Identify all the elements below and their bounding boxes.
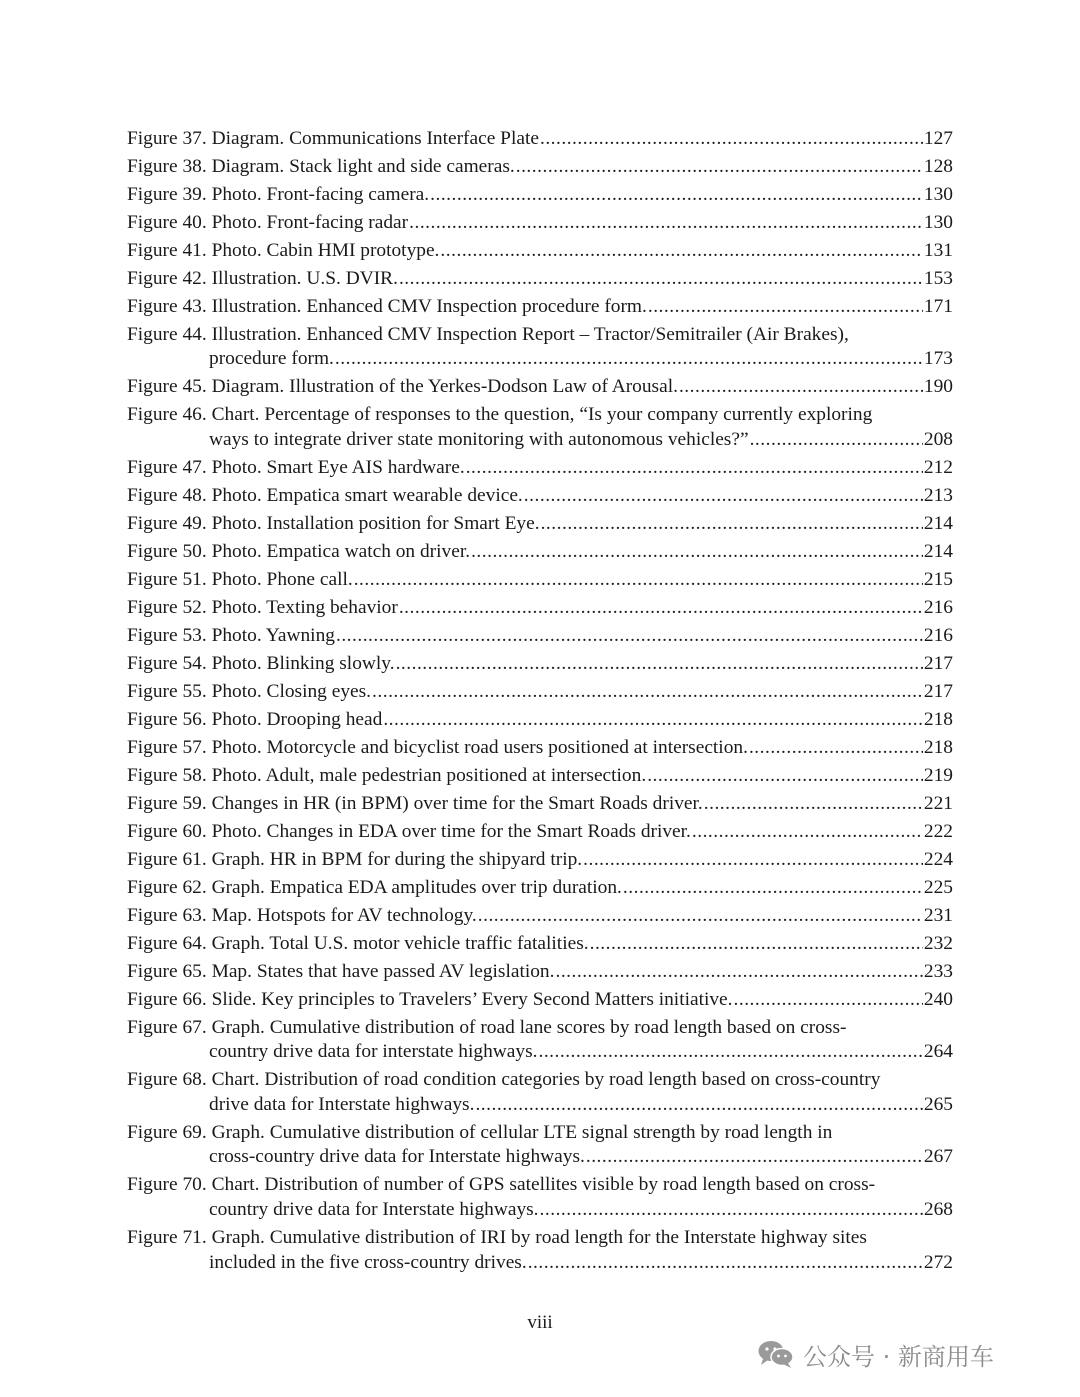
dot-leader: [430, 183, 923, 208]
entry-heading: [127, 764, 646, 789]
page-reference: 130: [923, 211, 953, 233]
entry-heading: [127, 568, 353, 593]
page-reference: 130: [923, 183, 953, 205]
dot-leader: [647, 764, 923, 789]
entry-line: [127, 239, 953, 264]
toc-entry[interactable]: [127, 239, 953, 264]
page-reference: 216: [923, 596, 953, 618]
dot-leader: [648, 295, 923, 320]
dot-leader: [749, 736, 923, 761]
figure-title: Photo. Installation position for Smart Eye.: [211, 513, 540, 534]
entry-heading: [127, 295, 647, 320]
figure-label: Figure 59.: [127, 792, 207, 814]
entry-line: [127, 680, 953, 705]
entry-continuation-line: [127, 1040, 953, 1065]
dot-leader: [466, 456, 923, 481]
entry-line: [127, 960, 953, 985]
entry-heading: [127, 375, 678, 400]
figure-label: Figure 67.: [127, 1016, 207, 1038]
entry-continuation-line: [127, 1251, 953, 1276]
figure-label: Figure 45.: [127, 376, 207, 398]
page-reference: 272: [923, 1251, 953, 1273]
toc-entry[interactable]: [127, 820, 953, 845]
toc-entry[interactable]: [127, 876, 953, 901]
page-reference: 173: [923, 348, 953, 370]
figure-title: Changes in HR (in BPM) over time for the Smart Roads driver.: [211, 792, 703, 814]
toc-entry[interactable]: [127, 680, 953, 705]
toc-entry[interactable]: [127, 456, 953, 481]
toc-entry[interactable]: [127, 1173, 953, 1222]
dot-leader: [354, 568, 923, 593]
figure-title: Photo. Adult, male pedestrian positioned at intersection.: [211, 764, 647, 786]
figure-label: Figure 63.: [127, 904, 207, 926]
page-reference: 214: [923, 513, 953, 534]
entry-line: [127, 456, 953, 481]
figure-label: Figure 52.: [127, 596, 207, 618]
toc-entry[interactable]: [127, 1121, 953, 1170]
page-reference: 217: [923, 652, 953, 674]
figure-label: Figure 58.: [127, 764, 207, 786]
figure-title: Photo. Changes in EDA over time for the Smart Roads driver.: [211, 820, 691, 842]
page-reference: 212: [923, 457, 953, 479]
toc-entry[interactable]: [127, 652, 953, 677]
page-reference: 153: [923, 267, 953, 289]
toc-entry[interactable]: [127, 1226, 953, 1275]
dot-leader: [679, 375, 923, 400]
entry-line: [127, 568, 953, 593]
dot-leader: [440, 239, 922, 264]
page-reference: 219: [923, 764, 953, 786]
figure-label: Figure 62.: [127, 876, 207, 898]
entry-line: [127, 211, 953, 236]
entry-heading: [127, 484, 523, 509]
figure-label: Figure 55.: [127, 680, 207, 702]
figure-title: Photo. Phone call.: [211, 568, 353, 590]
entry-heading: [127, 680, 371, 705]
entry-line: [127, 1226, 953, 1251]
figure-label: Figure 50.: [127, 540, 207, 562]
dot-leader: [409, 211, 923, 236]
figure-title: Photo. Front-facing camera.: [211, 183, 430, 205]
entry-heading: [127, 820, 691, 845]
figure-title: Graph. Total U.S. motor vehicle traffic fatalities.: [211, 932, 589, 954]
toc-entry[interactable]: [127, 375, 953, 400]
figure-label: Figure 57.: [127, 736, 207, 758]
entry-continuation-line: [127, 1198, 953, 1223]
entry-line: [127, 764, 953, 789]
toc-entry[interactable]: [127, 211, 953, 236]
entry-heading: [127, 876, 622, 901]
toc-entry[interactable]: [127, 848, 953, 873]
dot-leader: [538, 1040, 922, 1065]
figure-label: Figure 44.: [127, 323, 207, 345]
figure-title: Diagram. Stack light and side cameras.: [211, 155, 515, 177]
entry-heading: [127, 792, 703, 817]
figure-label: Figure 66.: [127, 988, 207, 1010]
dot-leader: [524, 484, 923, 509]
entry-heading: [127, 652, 395, 677]
dot-leader: [750, 428, 923, 453]
entry-line: [127, 540, 953, 565]
wechat-icon: [757, 1339, 795, 1369]
dot-leader: [583, 848, 923, 873]
dot-leader: [623, 876, 923, 901]
figure-label: Figure 42.: [127, 267, 207, 289]
figure-title: Chart. Distribution of road condition categories by road length based on cross-country: [211, 1069, 881, 1091]
entry-heading: [127, 512, 540, 537]
toc-entry[interactable]: [127, 596, 953, 621]
toc-entry[interactable]: [127, 155, 953, 180]
entry-line: [127, 155, 953, 180]
entry-line: [127, 1173, 953, 1198]
toc-entry[interactable]: [127, 792, 953, 817]
toc-entry[interactable]: [127, 932, 953, 957]
entry-line: [127, 624, 953, 649]
figure-title: Graph. Empatica EDA amplitudes over trip duration.: [211, 876, 622, 898]
figure-title: Graph. Cumulative distribution of cellular LTE signal strength by road length in: [211, 1121, 833, 1143]
figure-title-continuation: ways to integrate driver state monitoring with autonomous vehicles?”: [209, 429, 749, 451]
entry-heading: [127, 904, 477, 929]
figure-label: Figure 39.: [127, 183, 207, 205]
page-reference: 265: [923, 1093, 953, 1115]
toc-entry[interactable]: [127, 484, 953, 509]
entry-line: [127, 1016, 953, 1041]
dot-leader: [372, 680, 923, 705]
figure-title: Map. Hotspots for AV technology.: [211, 904, 477, 926]
page-reference: 131: [923, 239, 953, 261]
watermark: [757, 1336, 994, 1372]
entry-heading: [127, 848, 582, 873]
figure-label: Figure 37.: [127, 128, 207, 149]
figure-label: Figure 71.: [127, 1227, 207, 1249]
page-reference: 127: [923, 128, 953, 149]
figure-label: Figure 61.: [127, 848, 207, 870]
toc-entry[interactable]: [127, 988, 953, 1013]
figure-title: Graph. Cumulative distribution of IRI by road length for the Interstate highway sites: [211, 1227, 867, 1249]
entry-line: [127, 323, 953, 348]
toc-entry[interactable]: [127, 960, 953, 985]
page-reference: 218: [923, 708, 953, 730]
page-reference: 217: [923, 680, 953, 702]
dot-leader: [704, 792, 923, 817]
entry-line: [127, 652, 953, 677]
entry-line: [127, 295, 953, 320]
figure-label: Figure 70.: [127, 1174, 207, 1196]
watermark-text: 公众号 · 新商用车: [803, 1342, 994, 1371]
dot-leader: [396, 652, 923, 677]
entry-line: [127, 596, 953, 621]
figure-title: Slide. Key principles to Travelers’ Every Second Matters initiative.: [211, 988, 733, 1010]
toc-entry[interactable]: [127, 736, 953, 761]
figure-label: Figure 46.: [127, 404, 207, 426]
figure-title: Photo. Empatica smart wearable device.: [211, 485, 523, 507]
figure-title: Photo. Cabin HMI prototype.: [211, 239, 440, 261]
figure-title-continuation: procedure form.: [209, 348, 334, 370]
toc-entry[interactable]: [127, 403, 953, 452]
entry-line: [127, 904, 953, 929]
entry-line: [127, 375, 953, 400]
entry-continuation-line: [127, 428, 953, 453]
figure-label: Figure 43.: [127, 295, 207, 317]
figure-title: Illustration. Enhanced CMV Inspection procedure form.: [211, 295, 647, 317]
figure-label: Figure 38.: [127, 155, 207, 177]
figure-title: Diagram. Illustration of the Yerkes-Dodson Law of Arousal.: [211, 376, 678, 398]
page-reference: 208: [923, 429, 953, 451]
entry-line: [127, 1121, 953, 1146]
dot-leader: [471, 540, 923, 565]
entry-heading: [127, 456, 465, 481]
figure-title: Illustration. Enhanced CMV Inspection Report – Tractor/Semitrailer (Air Brakes),: [211, 323, 849, 345]
figure-title: Chart. Percentage of responses to the question, “Is your company currently exploring: [211, 404, 873, 426]
entry-line: [127, 127, 953, 152]
toc-entry[interactable]: [127, 764, 953, 789]
entry-heading: [127, 211, 408, 236]
page-reference: 268: [923, 1199, 953, 1221]
entry-heading: [127, 932, 589, 957]
entry-heading: [127, 596, 398, 621]
figure-label: Figure 49.: [127, 513, 207, 534]
entry-heading: [127, 155, 515, 180]
figure-label: Figure 54.: [127, 652, 207, 674]
page-reference: 267: [923, 1146, 953, 1168]
page-reference: 231: [923, 904, 953, 926]
page-reference: 215: [923, 568, 953, 590]
entry-heading: [127, 624, 335, 649]
page-reference: 240: [923, 988, 953, 1010]
dot-leader: [734, 988, 923, 1013]
figure-title: Photo. Drooping head: [211, 708, 383, 730]
entry-line: [127, 484, 953, 509]
toc-entry[interactable]: [127, 568, 953, 593]
figure-title-continuation: country drive data for Interstate highways.: [209, 1199, 539, 1221]
toc-entry[interactable]: [127, 295, 953, 320]
figure-label: Figure 51.: [127, 568, 207, 590]
toc-entry[interactable]: [127, 512, 953, 537]
dot-leader: [475, 1093, 922, 1118]
toc-entry[interactable]: [127, 1068, 953, 1117]
dot-leader: [692, 820, 923, 845]
figure-title: Photo. Smart Eye AIS hardware.: [211, 457, 465, 479]
figure-label: Figure 56.: [127, 708, 207, 730]
entry-line: [127, 403, 953, 428]
dot-leader: [555, 960, 922, 985]
toc-entry[interactable]: [127, 708, 953, 733]
entry-line: [127, 988, 953, 1013]
dot-leader: [383, 708, 923, 733]
entry-line: [127, 512, 953, 537]
page-reference: 190: [923, 376, 953, 398]
page-reference: 224: [923, 848, 953, 870]
figure-label: Figure 60.: [127, 820, 207, 842]
toc-entry[interactable]: [127, 127, 953, 152]
toc-entry[interactable]: [127, 1016, 953, 1065]
figure-title: Photo. Empatica watch on driver.: [211, 540, 471, 562]
dot-leader: [478, 904, 923, 929]
dot-leader: [586, 1145, 923, 1170]
entry-heading: [127, 183, 429, 208]
page-reference: 232: [923, 932, 953, 954]
entry-continuation-line: [127, 1093, 953, 1118]
entry-line: [127, 792, 953, 817]
entry-heading: [127, 736, 748, 761]
figure-label: Figure 69.: [127, 1121, 207, 1143]
dot-leader: [399, 267, 923, 292]
figure-title: Photo. Texting behavior: [211, 596, 398, 618]
dot-leader: [541, 512, 923, 537]
figure-title: Diagram. Communications Interface Plate: [211, 128, 539, 149]
figure-title: Photo. Blinking slowly.: [211, 652, 395, 674]
entry-heading: [127, 708, 382, 733]
figure-title: Graph. Cumulative distribution of road lane scores by road length based on cross-: [211, 1016, 847, 1038]
entry-heading: [127, 988, 733, 1013]
entry-line: [127, 183, 953, 208]
dot-leader: [335, 347, 923, 372]
entry-heading: [127, 540, 470, 565]
figure-title: Illustration. U.S. DVIR.: [211, 267, 398, 289]
figure-title: Graph. HR in BPM for during the shipyard trip.: [211, 848, 583, 870]
page-reference: 233: [923, 960, 953, 982]
figure-title-continuation: drive data for Interstate highways.: [209, 1093, 475, 1115]
figure-label: Figure 47.: [127, 457, 207, 479]
entry-line: [127, 267, 953, 292]
figure-title: Chart. Distribution of number of GPS satellites visible by road length based on cross-: [211, 1174, 876, 1196]
figure-title-continuation: country drive data for interstate highways.: [209, 1041, 538, 1063]
page-reference: 216: [923, 624, 953, 646]
entry-heading: [127, 239, 439, 264]
figure-label: Figure 41.: [127, 239, 207, 261]
figure-title-continuation: cross-country drive data for Interstate highways.: [209, 1146, 585, 1168]
toc-entry[interactable]: [127, 540, 953, 565]
entry-continuation-line: [127, 1145, 953, 1170]
toc-entry[interactable]: [127, 183, 953, 208]
figure-title: Photo. Yawning: [211, 624, 335, 646]
toc-entry[interactable]: [127, 323, 953, 372]
entry-line: [127, 820, 953, 845]
page-reference: 221: [923, 792, 953, 814]
dot-leader: [516, 155, 923, 180]
entry-heading: [127, 127, 539, 152]
page-reference: 214: [923, 540, 953, 562]
figure-title-continuation: included in the five cross-country drives.: [209, 1251, 527, 1273]
figure-label: Figure 65.: [127, 960, 207, 982]
entry-line: [127, 736, 953, 761]
dot-leader: [528, 1251, 923, 1276]
page-reference: 213: [923, 485, 953, 507]
dot-leader: [540, 1198, 923, 1223]
list-of-figures: [127, 127, 953, 1279]
figure-title: Photo. Closing eyes.: [211, 680, 372, 702]
figure-title: Photo. Motorcycle and bicyclist road users positioned at intersection.: [211, 736, 748, 758]
entry-heading: [127, 960, 554, 985]
entry-line: [127, 932, 953, 957]
entry-continuation-line: [127, 347, 953, 372]
dot-leader: [336, 624, 923, 649]
entry-line: [127, 876, 953, 901]
page-reference: 171: [923, 295, 953, 317]
page-reference: 225: [923, 876, 953, 898]
figure-label: Figure 40.: [127, 211, 207, 233]
figure-label: Figure 68.: [127, 1069, 207, 1091]
entry-line: [127, 1068, 953, 1093]
entry-line: [127, 848, 953, 873]
toc-entry[interactable]: [127, 267, 953, 292]
entry-line: [127, 708, 953, 733]
page-reference: 128: [923, 155, 953, 177]
dot-leader: [540, 127, 923, 152]
toc-entry[interactable]: [127, 624, 953, 649]
page-reference: 222: [923, 820, 953, 842]
toc-entry[interactable]: [127, 904, 953, 929]
page-reference: 264: [923, 1041, 953, 1063]
figure-label: Figure 48.: [127, 485, 207, 507]
page-reference: 218: [923, 736, 953, 758]
figure-label: Figure 53.: [127, 624, 207, 646]
figure-label: Figure 64.: [127, 932, 207, 954]
figure-title: Photo. Front-facing radar: [211, 211, 409, 233]
dot-leader: [590, 932, 923, 957]
entry-heading: [127, 267, 398, 292]
page-number: viii: [527, 1312, 553, 1333]
dot-leader: [399, 596, 923, 621]
figure-title: Map. States that have passed AV legislation.: [211, 960, 555, 982]
